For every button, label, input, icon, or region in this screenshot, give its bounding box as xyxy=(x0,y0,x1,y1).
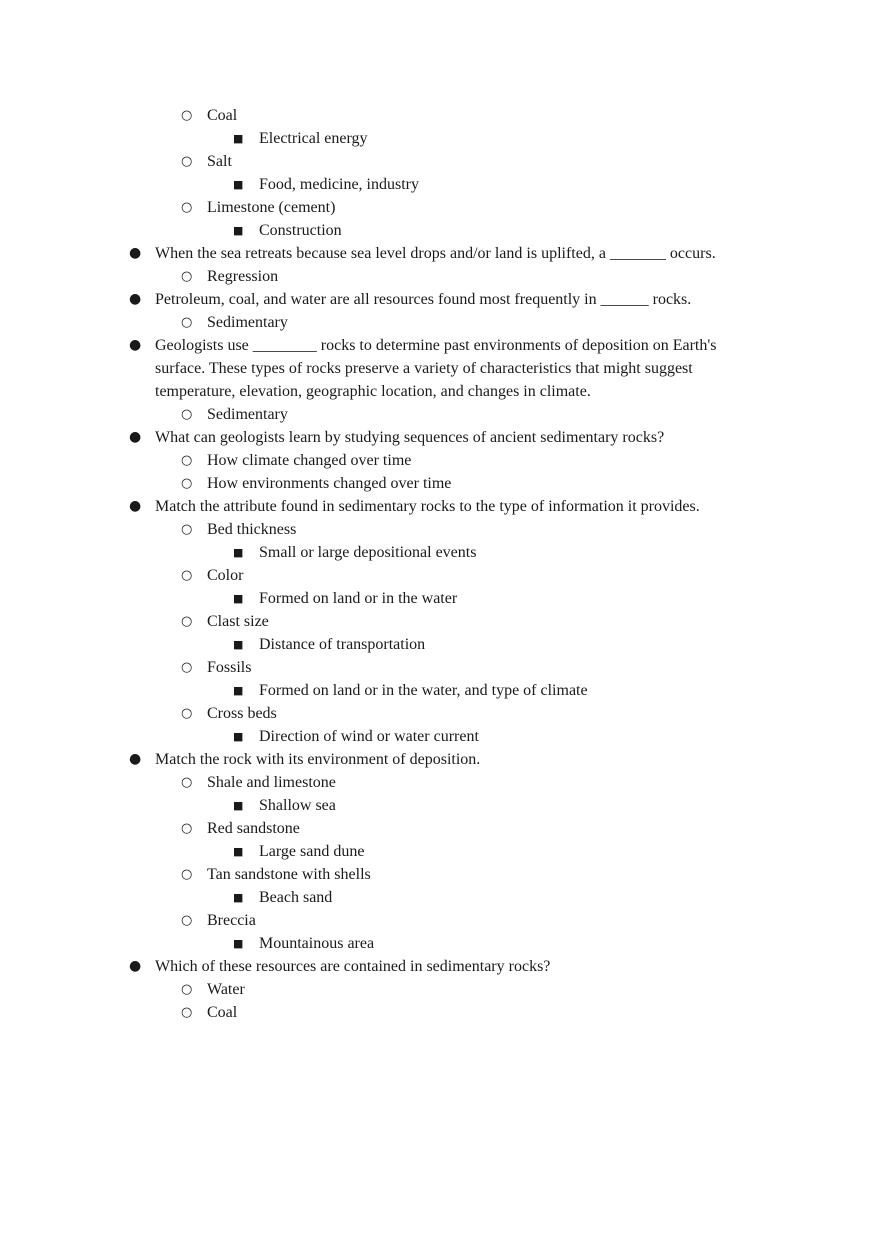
question-text: What can geologists learn by studying sequences of ancient sedimentary rocks? xyxy=(155,429,665,446)
rock-item xyxy=(0,909,880,932)
environment-item xyxy=(0,794,880,817)
document-body xyxy=(0,104,880,1024)
question-text: Geologists use ________ rocks to determine past environments of deposition on Earth's surface. These types of rocks preserve a variety of characteristics that might suggest temperature, elevation, geographic location, and changes in climate. xyxy=(155,337,717,400)
square-bullet-icon: ■ xyxy=(233,224,244,237)
hollow-bullet-icon: ○ xyxy=(181,154,193,169)
information-item xyxy=(0,633,880,656)
question-item xyxy=(0,334,765,403)
attribute-text: Fossils xyxy=(207,659,252,676)
square-bullet-icon: ■ xyxy=(233,132,244,145)
answer-text: Sedimentary xyxy=(207,314,288,331)
hollow-bullet-icon: ○ xyxy=(181,568,193,583)
list-item-level3 xyxy=(0,173,880,196)
list-item-level3 xyxy=(0,127,880,150)
information-text: Direction of wind or water current xyxy=(259,728,479,745)
question-text: When the sea retreats because sea level drops and/or land is uplifted, a _______ occurs. xyxy=(155,245,716,262)
answer-item xyxy=(0,1001,880,1024)
answer-item xyxy=(0,403,880,426)
filled-bullet-icon: ● xyxy=(129,245,142,261)
hollow-bullet-icon: ○ xyxy=(181,982,193,997)
question-item xyxy=(0,288,880,311)
attribute-item xyxy=(0,610,880,633)
square-bullet-icon: ■ xyxy=(233,845,244,858)
environment-item xyxy=(0,932,880,955)
question-item xyxy=(0,955,880,978)
attribute-text: Bed thickness xyxy=(207,521,297,538)
attribute-text: Color xyxy=(207,567,244,584)
filled-bullet-icon: ● xyxy=(129,958,142,974)
hollow-bullet-icon: ○ xyxy=(181,1005,193,1020)
list-item-level2 xyxy=(0,196,880,219)
square-bullet-icon: ■ xyxy=(233,937,244,950)
environment-text: Mountainous area xyxy=(259,935,375,952)
environment-text: Shallow sea xyxy=(259,797,336,814)
environment-text: Large sand dune xyxy=(259,843,365,860)
square-bullet-icon: ■ xyxy=(233,730,244,743)
filled-bullet-icon: ● xyxy=(129,498,142,514)
environment-item xyxy=(0,840,880,863)
environment-item xyxy=(0,886,880,909)
rock-item xyxy=(0,817,880,840)
rock-item xyxy=(0,863,880,886)
information-text: Formed on land or in the water xyxy=(259,590,458,607)
environment-text: Beach sand xyxy=(259,889,333,906)
hollow-bullet-icon: ○ xyxy=(181,821,193,836)
question-item xyxy=(0,495,880,518)
information-item xyxy=(0,541,880,564)
answer-item xyxy=(0,311,880,334)
answer-text: Coal xyxy=(207,1004,238,1021)
attribute-item xyxy=(0,518,880,541)
information-text: Formed on land or in the water, and type of climate xyxy=(259,682,588,699)
answer-text: How environments changed over time xyxy=(207,475,452,492)
rock-text: Shale and limestone xyxy=(207,774,336,791)
square-bullet-icon: ■ xyxy=(233,684,244,697)
information-item xyxy=(0,679,880,702)
hollow-bullet-icon: ○ xyxy=(181,775,193,790)
answer-text: Sedimentary xyxy=(207,406,288,423)
hollow-bullet-icon: ○ xyxy=(181,614,193,629)
list-item-text: Limestone (cement) xyxy=(207,199,336,216)
rock-text: Red sandstone xyxy=(207,820,300,837)
answer-text: Water xyxy=(207,981,245,998)
hollow-bullet-icon: ○ xyxy=(181,108,193,123)
information-item xyxy=(0,725,880,748)
filled-bullet-icon: ● xyxy=(129,751,142,767)
hollow-bullet-icon: ○ xyxy=(181,453,193,468)
filled-bullet-icon: ● xyxy=(129,337,142,353)
hollow-bullet-icon: ○ xyxy=(181,522,193,537)
hollow-bullet-icon: ○ xyxy=(181,315,193,330)
answer-item xyxy=(0,472,880,495)
question-item xyxy=(0,748,880,771)
attribute-text: Clast size xyxy=(207,613,269,630)
information-text: Distance of transportation xyxy=(259,636,426,653)
square-bullet-icon: ■ xyxy=(233,592,244,605)
attribute-item xyxy=(0,702,880,725)
question-text: Match the attribute found in sedimentary rocks to the type of information it provides. xyxy=(155,498,700,515)
hollow-bullet-icon: ○ xyxy=(181,269,193,284)
list-item-text: Construction xyxy=(259,222,342,239)
square-bullet-icon: ■ xyxy=(233,178,244,191)
information-text: Small or large depositional events xyxy=(259,544,477,561)
answer-item xyxy=(0,978,880,1001)
square-bullet-icon: ■ xyxy=(233,891,244,904)
square-bullet-icon: ■ xyxy=(233,799,244,812)
list-item-text: Food, medicine, industry xyxy=(259,176,419,193)
answer-item xyxy=(0,265,880,288)
filled-bullet-icon: ● xyxy=(129,429,142,445)
answer-item xyxy=(0,449,880,472)
list-item-text: Electrical energy xyxy=(259,130,368,147)
attribute-item xyxy=(0,656,880,679)
attribute-item xyxy=(0,564,880,587)
hollow-bullet-icon: ○ xyxy=(181,913,193,928)
square-bullet-icon: ■ xyxy=(233,638,244,651)
list-item-level2 xyxy=(0,150,880,173)
question-text: Which of these resources are contained in sedimentary rocks? xyxy=(155,958,551,975)
hollow-bullet-icon: ○ xyxy=(181,476,193,491)
information-item xyxy=(0,587,880,610)
list-item-level3 xyxy=(0,219,880,242)
hollow-bullet-icon: ○ xyxy=(181,407,193,422)
list-item-text: Salt xyxy=(207,153,232,170)
question-text: Petroleum, coal, and water are all resources found most frequently in ______ rocks. xyxy=(155,291,692,308)
hollow-bullet-icon: ○ xyxy=(181,867,193,882)
answer-text: How climate changed over time xyxy=(207,452,412,469)
answer-text: Regression xyxy=(207,268,279,285)
filled-bullet-icon: ● xyxy=(129,291,142,307)
attribute-text: Cross beds xyxy=(207,705,277,722)
hollow-bullet-icon: ○ xyxy=(181,200,193,215)
rock-text: Tan sandstone with shells xyxy=(207,866,371,883)
list-item-level2 xyxy=(0,104,880,127)
question-item xyxy=(0,242,880,265)
rock-item xyxy=(0,771,880,794)
question-item xyxy=(0,426,880,449)
square-bullet-icon: ■ xyxy=(233,546,244,559)
rock-text: Breccia xyxy=(207,912,256,929)
question-text: Match the rock with its environment of deposition. xyxy=(155,751,481,768)
hollow-bullet-icon: ○ xyxy=(181,706,193,721)
list-item-text: Coal xyxy=(207,107,238,124)
hollow-bullet-icon: ○ xyxy=(181,660,193,675)
